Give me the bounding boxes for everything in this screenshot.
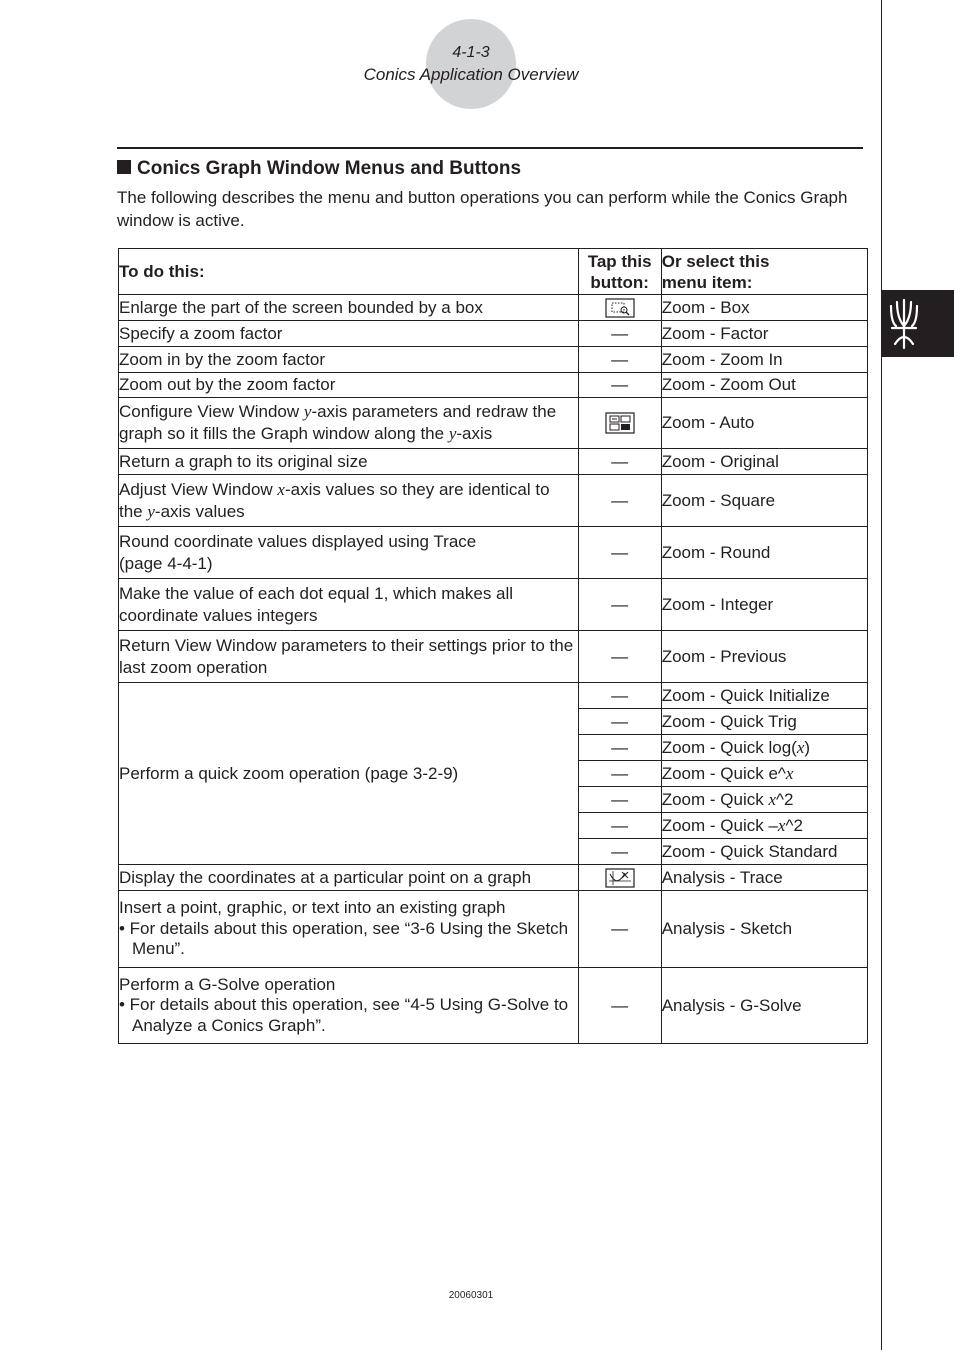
button-cell — [578, 813, 661, 839]
no-button-dash: — — [611, 542, 629, 562]
table-row — [119, 398, 868, 449]
task-cell: Return View Window parameters to their settings prior to the last zoom operation — [119, 631, 579, 683]
menu-item-cell: Zoom - Factor — [661, 321, 867, 347]
table-row — [119, 347, 868, 373]
intro-paragraph: The following describes the menu and button operations you can perform while the Conics Graph window is active. — [117, 188, 848, 230]
task-cell: Perform a quick zoom operation (page 3-2-9) — [119, 683, 579, 865]
header-circle — [426, 19, 516, 109]
button-cell — [578, 709, 661, 735]
menu-button-table — [118, 248, 868, 1044]
menu-item-cell: Zoom - Original — [661, 449, 867, 475]
no-button-dash: — — [611, 490, 629, 510]
menu-item-cell: Zoom - Quick e^x — [661, 761, 867, 787]
conics-icon — [886, 296, 930, 352]
task-cell: Adjust View Window x-axis values so they are identical to the y-axis values — [119, 475, 579, 527]
button-cell — [578, 398, 661, 449]
no-button-dash: — — [611, 995, 629, 1015]
header-menu: Or select this menu item: — [661, 249, 867, 295]
menu-item-cell: Zoom - Integer — [661, 579, 867, 631]
button-cell — [578, 321, 661, 347]
header-button: Tap this button: — [578, 249, 661, 295]
table-row — [119, 527, 868, 579]
heading-square-icon — [117, 160, 131, 174]
button-cell — [578, 631, 661, 683]
trace-icon[interactable] — [605, 868, 635, 888]
button-cell — [578, 968, 661, 1044]
task-cell: Perform a G-Solve operation • For details about this operation, see “4-5 Using G-Solve to Analyze a Conics Graph”. — [119, 968, 579, 1044]
zoom-auto-icon[interactable] — [605, 412, 635, 434]
page-number: 4-1-3 — [452, 44, 490, 61]
no-button-dash: — — [611, 594, 629, 614]
button-cell — [578, 527, 661, 579]
menu-item-cell: Zoom - Quick log(x) — [661, 735, 867, 761]
footer-code: 20060301 — [448, 1290, 494, 1301]
margin-rule — [881, 0, 882, 1350]
zoom-box-icon[interactable] — [605, 298, 635, 318]
header-task: To do this: — [119, 249, 579, 295]
menu-item-cell: Zoom - Quick Initialize — [661, 683, 867, 709]
no-button-dash: — — [611, 711, 629, 731]
table-row — [119, 865, 868, 891]
button-cell — [578, 449, 661, 475]
menu-item-cell: Zoom - Quick x^2 — [661, 787, 867, 813]
menu-item-cell: Analysis - G-Solve — [661, 968, 867, 1044]
no-button-dash: — — [611, 763, 629, 783]
no-button-dash: — — [611, 919, 629, 938]
no-button-dash: — — [611, 815, 629, 835]
no-button-dash: — — [611, 323, 629, 343]
menu-item-cell: Zoom - Round — [661, 527, 867, 579]
table-row — [119, 968, 868, 1044]
no-button-dash: — — [611, 841, 629, 861]
no-button-dash: — — [611, 685, 629, 705]
menu-item-cell: Zoom - Square — [661, 475, 867, 527]
menu-item-cell: Analysis - Trace — [661, 865, 867, 891]
task-cell: Configure View Window y-axis parameters and redraw the graph so it fills the Graph window along the y-axis — [119, 398, 579, 449]
task-cell: Enlarge the part of the screen bounded by a box — [119, 295, 579, 321]
table-row — [119, 579, 868, 631]
menu-item-cell: Zoom - Box — [661, 295, 867, 321]
button-cell — [578, 579, 661, 631]
table-row — [119, 683, 868, 709]
task-cell: Round coordinate values displayed using Trace (page 4-4-1) — [119, 527, 579, 579]
menu-item-cell: Zoom - Previous — [661, 631, 867, 683]
button-cell — [578, 295, 661, 321]
no-button-dash: — — [611, 375, 629, 394]
button-cell — [578, 683, 661, 709]
no-button-dash: — — [611, 349, 629, 369]
menu-item-cell: Zoom - Zoom Out — [661, 373, 867, 398]
button-cell — [578, 373, 661, 398]
table-row — [119, 373, 868, 398]
no-button-dash: — — [611, 451, 629, 471]
task-cell: Display the coordinates at a particular point on a graph — [119, 865, 579, 891]
task-cell: Zoom out by the zoom factor — [119, 373, 579, 398]
table-row — [119, 295, 868, 321]
button-cell — [578, 475, 661, 527]
button-cell — [578, 347, 661, 373]
button-cell — [578, 735, 661, 761]
chapter-tab — [882, 290, 954, 357]
no-button-dash: — — [611, 789, 629, 809]
table-row — [119, 631, 868, 683]
button-cell — [578, 787, 661, 813]
task-cell: Make the value of each dot equal 1, which makes all coordinate values integers — [119, 579, 579, 631]
button-cell — [578, 839, 661, 865]
button-cell — [578, 761, 661, 787]
table-header-row — [119, 249, 868, 295]
task-cell: Specify a zoom factor — [119, 321, 579, 347]
menu-item-cell: Zoom - Quick –x^2 — [661, 813, 867, 839]
section-heading-text: Conics Graph Window Menus and Buttons — [137, 158, 522, 179]
section-heading — [117, 158, 521, 180]
no-button-dash: — — [611, 646, 629, 666]
table-row — [119, 891, 868, 968]
no-button-dash: — — [611, 737, 629, 757]
menu-item-cell: Zoom - Zoom In — [661, 347, 867, 373]
table-row — [119, 321, 868, 347]
menu-item-cell: Analysis - Sketch — [661, 891, 867, 968]
task-cell: Return a graph to its original size — [119, 449, 579, 475]
section-rule — [117, 147, 863, 149]
menu-item-cell: Zoom - Quick Trig — [661, 709, 867, 735]
menu-item-cell: Zoom - Quick Standard — [661, 839, 867, 865]
button-cell — [578, 891, 661, 968]
task-cell: Insert a point, graphic, or text into an existing graph • For details about this operation, see “3-6 Using the Sketch Menu”. — [119, 891, 579, 968]
button-cell — [578, 865, 661, 891]
table-row — [119, 475, 868, 527]
chapter-title: Conics Application Overview — [363, 65, 579, 84]
table-row — [119, 449, 868, 475]
menu-item-cell: Zoom - Auto — [661, 398, 867, 449]
task-cell: Zoom in by the zoom factor — [119, 347, 579, 373]
